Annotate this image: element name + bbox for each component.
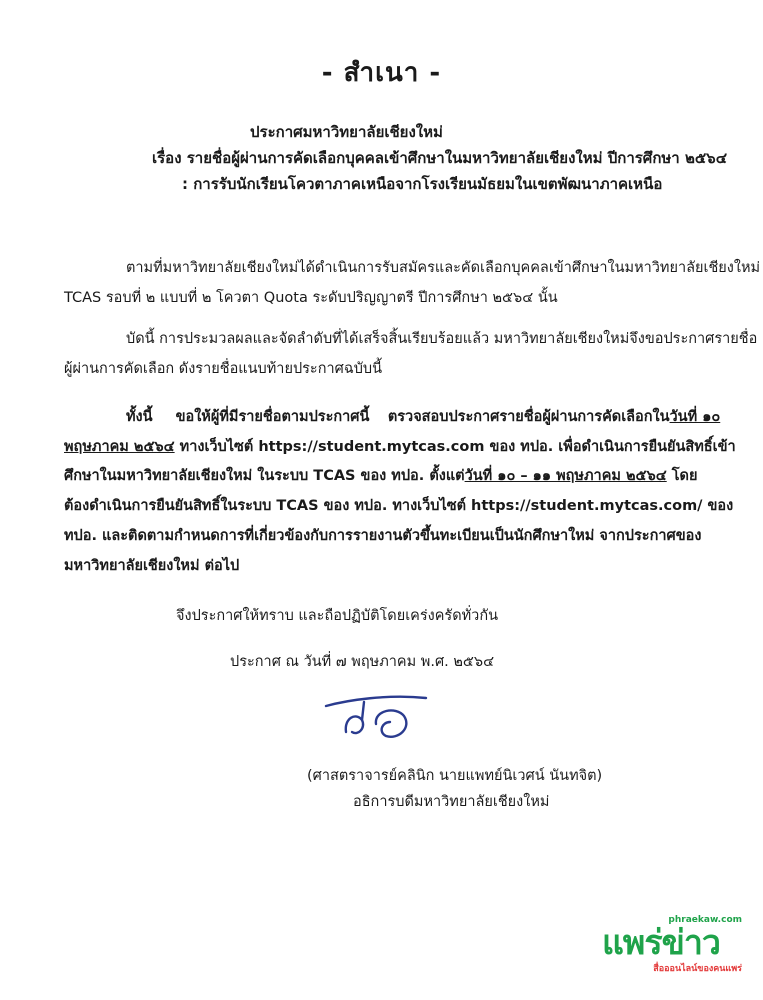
highlighted-date: พฤษภาคม ๒๕๖๔ <box>64 439 175 455</box>
para3-line6: มหาวิทยาลัยเชียงใหม่ ต่อไป <box>64 558 240 574</box>
para3-text: ตรวจสอบประกาศรายชื่อผู้ผ่านการคัดเลือกใน <box>387 409 670 425</box>
watermark-logo <box>602 915 742 975</box>
para3-text: โดย <box>666 468 698 484</box>
watermark-tagline: สื่อออนไลน์ของคนแพร่ <box>653 964 742 974</box>
highlighted-date-range: วันที่ ๑๐ – ๑๑ พฤษภาคม ๒๕๖๔ <box>464 468 667 484</box>
para3-text: ทางเว็บไซต์ https://student.mytcas.com ของ ทปอ. เพื่อดำเนินการยืนยันสิทธิ์เข้า <box>174 439 736 455</box>
para3-line4: ต้องดำเนินการยืนยันสิทธิ์ในระบบ TCAS ของ ทปอ. ทางเว็บไซต์ https://student.mytcas.com/ ของ <box>64 498 734 514</box>
para2-line1: บัดนี้ การประมวลผลและจัดลำดับที่ได้เสร็จสิ้นเรียบร้อยแล้ว มหาวิทยาลัยเชียงใหม่จึงขอประกาศรายชื่อ <box>126 331 758 347</box>
para1-line2: TCAS รอบที่ ๒ แบบที่ ๒ โควตา Quota ระดับปริญญาตรี ปีการศึกษา ๒๕๖๔ นั้น <box>64 290 558 306</box>
highlighted-date: วันที่ ๑๐ <box>669 409 721 425</box>
announcement-subject-detail: : การรับนักเรียนโควตาภาคเหนือจากโรงเรียนมัธยมในเขตพัฒนาภาคเหนือ <box>182 175 663 193</box>
para3-line3 <box>64 466 697 486</box>
announcement-subject: เรื่อง รายชื่อผู้ผ่านการคัดเลือกบุคคลเข้าศึกษาในมหาวิทยาลัยเชียงใหม่ ปีการศึกษา ๒๕๖๔ <box>152 149 728 167</box>
para3-lead: ทั้งนี้ <box>126 409 153 425</box>
closing-statement: จึงประกาศให้ทราบ และถือปฏิบัติโดยเคร่งครัดทั่วกัน <box>176 608 499 624</box>
para3-text: ศึกษาในมหาวิทยาลัยเชียงใหม่ ในระบบ TCAS ของ ทปอ. ตั้งแต่ <box>64 468 465 484</box>
copy-mark: - สำเนา - <box>321 58 442 88</box>
watermark-url: phraekaw.com <box>668 915 742 925</box>
para3-line2 <box>64 437 736 457</box>
signature <box>318 688 438 752</box>
para3-line5: ทปอ. และติดตามกำหนดการที่เกี่ยวข้องกับการรายงานตัวขึ้นทะเบียนเป็นนักศึกษาใหม่ จากประกาศของ <box>64 528 702 544</box>
announcement-date: ประกาศ ณ วันที่ ๗ พฤษภาคม พ.ศ. ๒๕๖๔ <box>230 654 495 670</box>
announcement-title: ประกาศมหาวิทยาลัยเชียงใหม่ <box>250 123 443 141</box>
signatory-title: อธิการบดีมหาวิทยาลัยเชียงใหม่ <box>353 794 550 810</box>
signatory-name: (ศาสตราจารย์คลินิก นายแพทย์นิเวศน์ นันทจิต) <box>307 768 603 784</box>
para2-line2: ผู้ผ่านการคัดเลือก ดังรายชื่อแนบท้ายประกาศฉบับนี้ <box>64 361 383 377</box>
para3-line1 <box>126 407 720 427</box>
watermark-brand: แพร่ข่าว <box>602 923 721 963</box>
para1-line1: ตามที่มหาวิทยาลัยเชียงใหม่ได้ดำเนินการรับสมัครและคัดเลือกบุคคลเข้าศึกษาในมหาวิทยาลัยเชียงใหม่ <box>126 260 761 276</box>
para3-text: ขอให้ผู้ที่มีรายชื่อตามประกาศนี้ <box>175 409 370 425</box>
